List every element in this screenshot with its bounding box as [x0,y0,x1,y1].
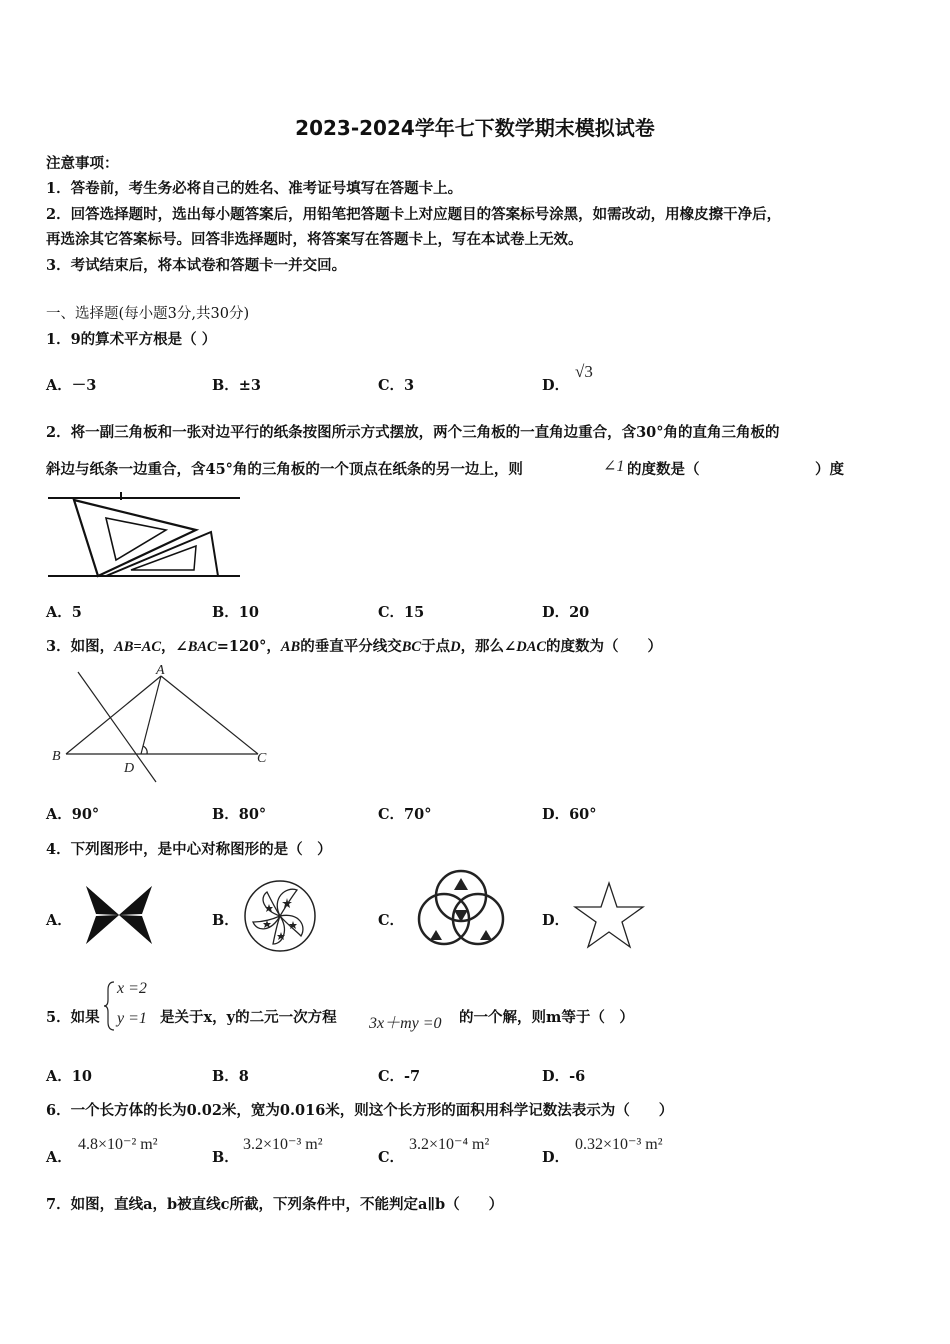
q2-figure [46,490,242,582]
q6-label-b: B． [212,1149,239,1166]
q3-label-b: B [52,749,61,764]
q4-option-b: B． [212,912,239,929]
q2-option-d: D．20 [542,604,590,621]
q5-option-a: A．10 [46,1068,92,1085]
q1-option-d: D． [542,377,570,394]
notes-heading: 注意事项： [46,155,119,172]
q6-label-a: A． [46,1149,72,1166]
q5-suffix: 的一个解，则m等于（ ） [459,1009,634,1026]
note-item: 1．答卷前，考生务必将自己的姓名、准考证号填写在答题卡上。 [46,180,463,197]
q3-label-a: A [156,663,165,678]
q4-stem: 4．下列图形中，是中心对称图形的是（ ） [46,841,332,858]
pinwheel-figure [82,882,156,948]
page-title: 2023-2024学年七下数学期末模拟试卷 [295,116,655,140]
q2-option-b: B．10 [212,604,259,621]
q6-value-d: 0.32×10⁻³ m² [575,1136,663,1153]
q1-sqrt3: √3 [575,362,593,381]
q5-brace [104,980,116,1032]
q2-line2b: 的度数是（ [627,461,700,478]
q2-line2a: 斜边与纸条一边重合，含45°角的三角板的一个顶点在纸条的另一边上，则 [46,461,523,478]
q2-line1: 2．将一副三角板和一张对边平行的纸条按图所示方式摆放，两个三角板的一直角边重合，含30°角的直角三角板的 [46,424,780,441]
q5-system-eq1: x =2 [117,980,147,997]
q3-figure [46,662,271,784]
q2-option-c: C．15 [378,604,425,621]
q1-stem: 1．9的算术平方根是（ ） [46,331,217,348]
q2-option-a: A．5 [46,604,82,621]
q1-option-b: B．±3 [212,377,261,394]
q6-label-c: C． [378,1149,405,1166]
q3-label-c: C [257,751,267,766]
q5-equation: 3x＋my =0 [369,1015,442,1032]
q1-option-a: A．－3 [46,377,97,394]
q5-option-c: C．-7 [378,1068,421,1085]
star-figure [572,880,646,950]
q2-angle: ∠1 [603,458,625,475]
q5-option-d: D．-6 [542,1068,586,1085]
q4-option-c: C． [378,912,405,929]
q5-prefix: 5．如果 [46,1009,100,1026]
q3-option-b: B．80° [212,806,267,823]
q5-option-b: B．8 [212,1068,249,1085]
q6-value-b: 3.2×10⁻³ m² [243,1136,323,1153]
q7-stem: 7．如图，直线a，b被直线c所截，下列条件中，不能判定a∥b（ ） [46,1196,504,1213]
q6-value-c: 3.2×10⁻⁴ m² [409,1136,490,1153]
note-item: 再选涂其它答案标号。回答非选择题时，将答案写在答题卡上，写在本试卷上无效。 [46,231,583,248]
q5-system-eq2: y =1 [117,1010,147,1027]
q6-label-d: D． [542,1149,570,1166]
note-item: 2．回答选择题时，选出每小题答案后，用铅笔把答题卡上对应题目的答案标号涂黑，如需改动，用橡皮擦干净后， [46,206,782,223]
q4-option-a: A． [46,912,72,929]
q6-value-a: 4.8×10⁻² m² [78,1136,158,1153]
hong-kong-emblem-figure [241,878,319,954]
q6-stem: 6．一个长方体的长为0.02米，宽为0.016米，则这个长方形的面积用科学记数法表示为（ ） [46,1102,674,1119]
q1-option-c: C．3 [378,377,415,394]
q3-stem: 3．如图，AB=AC，∠BAC=120°，AB的垂直平分线交BC于点D，那么∠DAC的度数为（ ） [46,638,663,655]
section-heading: 一、选择题(每小题3分,共30分) [46,306,250,322]
q2-line2c: ）度 [815,461,844,478]
q3-option-d: D．60° [542,806,597,823]
q4-option-d: D． [542,912,570,929]
triquetra-figure [414,868,508,946]
note-item: 3．考试结束后，将本试卷和答题卡一并交回。 [46,257,347,274]
q5-middle: 是关于x，y的二元一次方程 [160,1009,337,1026]
q3-label-d: D [124,761,135,776]
q3-option-c: C．70° [378,806,432,823]
q3-option-a: A．90° [46,806,100,823]
